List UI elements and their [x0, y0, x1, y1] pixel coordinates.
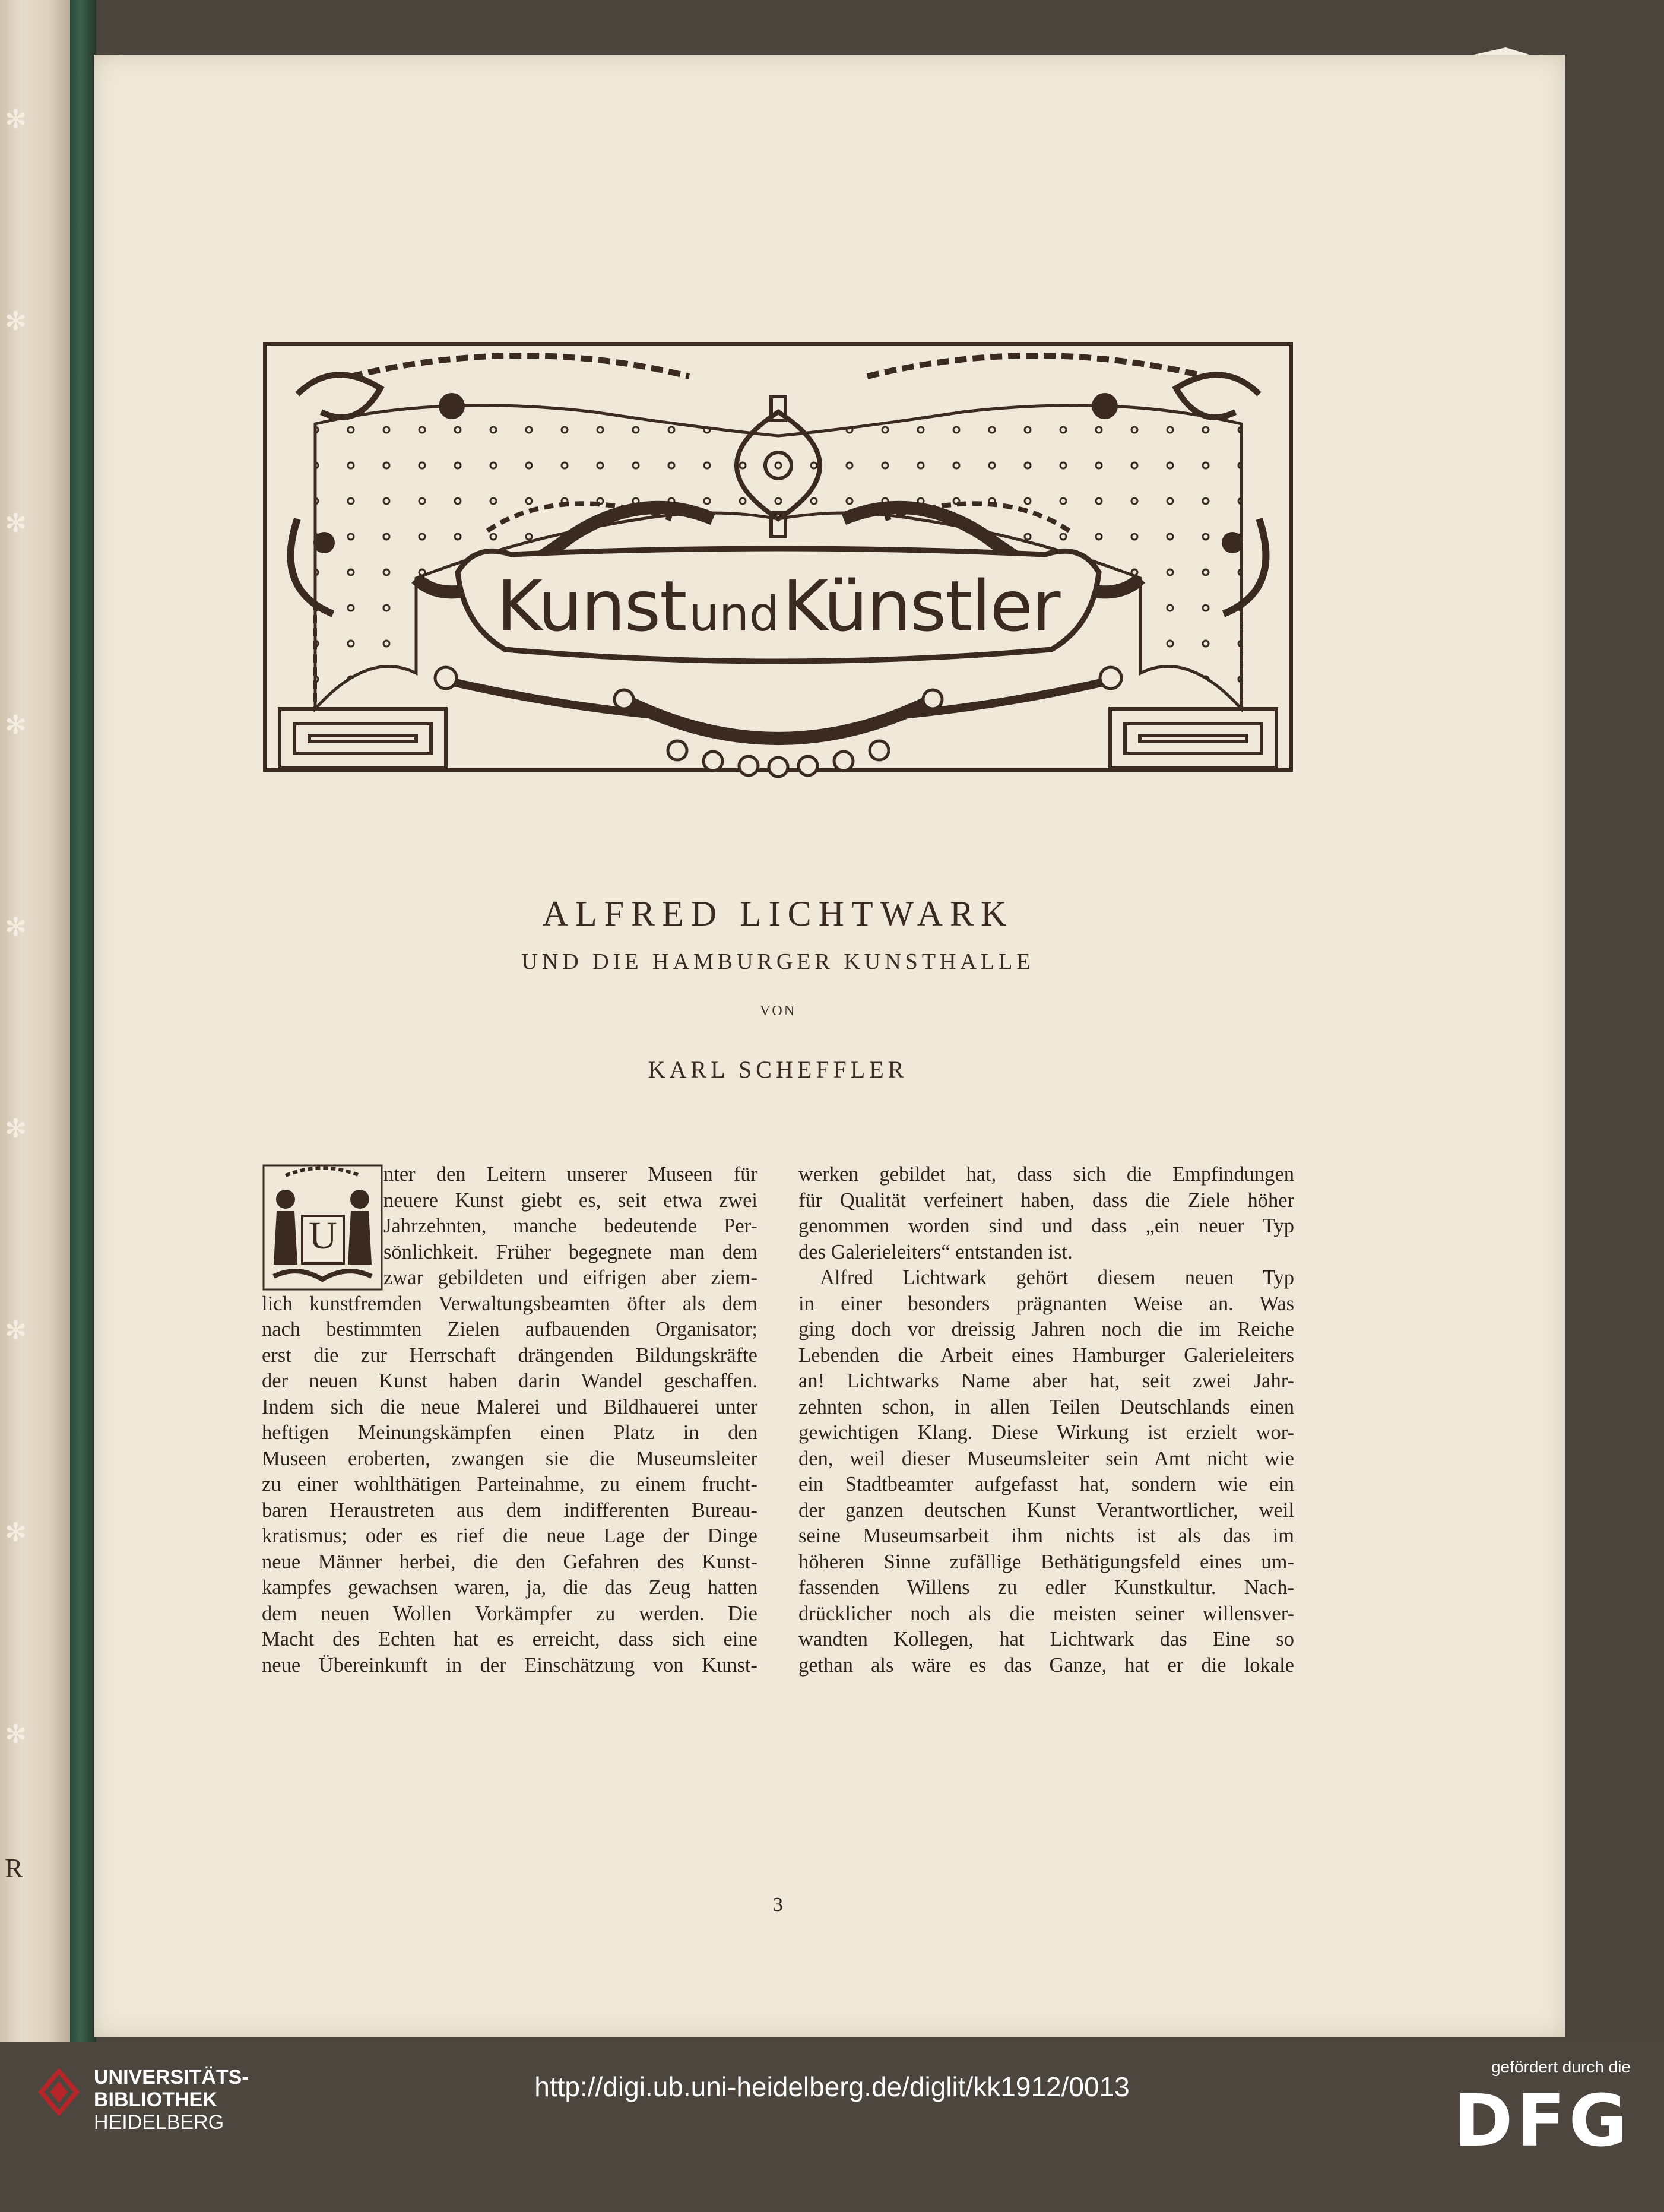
text-line: des Galerieleiters“ entstanden ist.	[798, 1240, 1073, 1263]
floral-pattern-icon: ✻	[5, 1316, 27, 1345]
article-subtitle: UND DIE HAMBURGER KUNSTHALLE	[521, 949, 1035, 974]
text-line: wandten Kollegen, hat Lichtwark das Eine so	[798, 1628, 1294, 1650]
library-name-line: HEIDELBERG	[94, 2111, 224, 2134]
text-line: dem neuen Wollen Vorkämpfer zu werden. Die	[262, 1602, 757, 1625]
floral-pattern-icon: ✻	[5, 711, 27, 740]
author-name: KARL SCHEFFLER	[648, 1056, 908, 1083]
text-line: neue Übereinkunft in der Einschätzung von Kunst-	[262, 1653, 757, 1677]
previous-page-text-fragment: R	[5, 1853, 23, 1883]
text-line: neuere Kunst giebt es, seit etwa zwei	[383, 1189, 757, 1212]
byline-prefix: VON	[760, 1003, 796, 1019]
drop-cap-letter: U	[309, 1214, 337, 1257]
text-line: höheren Sinne zufällige Bethätigungsfeld eines um-	[798, 1550, 1294, 1573]
text-line: an! Lichtwarks Name aber hat, seit zwei Jahr-	[798, 1370, 1294, 1392]
text-line: der ganzen deutschen Kunst Verantwortlicher, weil	[798, 1498, 1294, 1522]
library-name-line: BIBLIOTHEK	[94, 2089, 217, 2111]
text-line: Museen eroberten, zwangen sie die Museumsleiter	[262, 1447, 757, 1470]
magazine-title	[262, 565, 1294, 647]
text-line: fassenden Willens zu edler Kunstkultur. Nach-	[798, 1576, 1294, 1599]
book-binding	[70, 0, 96, 2042]
text-line: neue Männer herbei, die den Gefahren des Kunst-	[262, 1550, 757, 1573]
page-number: 3	[773, 1894, 783, 1916]
text-line: für Qualität verfeinert haben, dass die Ziele höher	[798, 1189, 1294, 1212]
text-line: erst die zur Herrschaft drängenden Bildungskräfte	[262, 1343, 757, 1367]
text-line: nach bestimmten Zielen aufbauenden Organisator;	[262, 1318, 757, 1340]
text-line: kratismus; oder es rief die neue Lage der Dinge	[262, 1525, 757, 1547]
text-line: heftigen Meinungskämpfen einen Platz in den	[262, 1421, 757, 1444]
text-line: lich kunstfremden Verwaltungsbeamten öfter als dem	[262, 1292, 757, 1315]
text-line: Alfred Lichtwark gehört diesem neuen Typ	[820, 1266, 1294, 1289]
text-line: zehnten schon, in allen Teilen Deutschlands einen	[798, 1395, 1294, 1418]
text-line: zwar gebildeten und eifrigen aber ziem-	[383, 1266, 757, 1289]
text-line: sönlichkeit. Früher begegnete man dem	[383, 1240, 757, 1263]
funded-by-label: gefördert durch die	[1491, 2058, 1631, 2076]
floral-pattern-icon: ✻	[5, 307, 27, 336]
ornamental-frame-icon	[262, 341, 1294, 792]
text-line: seine Museumsarbeit ihm nichts ist als das im	[798, 1525, 1294, 1547]
text-line: Jahrzehnten, manche bedeutende Per-	[383, 1215, 757, 1237]
footer-banner	[0, 2042, 1664, 2212]
floral-pattern-icon: ✻	[5, 509, 27, 538]
text-line: ging doch vor dreissig Jahren noch die im Reiche	[798, 1318, 1294, 1340]
text-line: nter den Leitern unserer Museen für	[383, 1163, 757, 1186]
text-line: kampfes gewachsen waren, ja, die das Zeug hatten	[262, 1576, 757, 1599]
magazine-title-kuenstler: Künstler	[782, 565, 1060, 647]
text-line: ein Stadtbeamter aufgefasst hat, sondern wie ein	[798, 1473, 1294, 1495]
magazine-title-und: und	[689, 587, 779, 642]
floral-pattern-icon: ✻	[5, 105, 27, 134]
header-ornament	[262, 341, 1294, 792]
text-line: baren Heraustreten aus dem indifferenten Bureau-	[262, 1498, 757, 1522]
article-title: ALFRED LICHTWARK	[542, 894, 1014, 933]
permalink-url[interactable]: http://digi.ub.uni-heidelberg.de/diglit/kk1912/0013	[534, 2071, 1130, 2102]
text-line: zu einer wohlthätigen Parteinahme, zu einem frucht-	[262, 1473, 757, 1495]
magazine-title-kunst: Kunst	[496, 565, 686, 647]
floral-pattern-icon: ✻	[5, 1114, 27, 1143]
text-line: gewichtigen Klang. Diese Wirkung ist erzielt wor-	[798, 1421, 1294, 1444]
text-line: in einer besonders prägnanten Weise an. Was	[798, 1292, 1294, 1315]
text-line: Indem sich die neue Malerei und Bildhauerei unter	[262, 1395, 757, 1418]
text-line: Lebenden die Arbeit eines Hamburger Galerieleiters	[798, 1343, 1294, 1367]
dfg-logo[interactable]: DFG	[1453, 2080, 1631, 2163]
article-column-left	[262, 1162, 757, 1678]
library-name-line: UNIVERSITÄTS-	[94, 2066, 249, 2089]
previous-page-edge	[0, 0, 70, 2042]
floral-pattern-icon: ✻	[5, 1720, 27, 1749]
text-line: drücklicher noch als die meisten seiner willensver-	[798, 1602, 1294, 1625]
text-line: den, weil dieser Museumsleiter sein Amt nicht wie	[798, 1447, 1294, 1470]
text-line: gethan als wäre es das Ganze, hat er die lokale	[798, 1653, 1294, 1677]
text-line: der neuen Kunst haben darin Wandel geschaffen.	[262, 1370, 757, 1392]
text-line: werken gebildet hat, dass sich die Empfindungen	[798, 1163, 1294, 1186]
text-line: Macht des Echten hat es erreicht, dass sich eine	[262, 1628, 757, 1650]
floral-pattern-icon: ✻	[5, 912, 27, 942]
floral-pattern-icon: ✻	[5, 1518, 27, 1547]
article-column-right	[798, 1162, 1294, 1678]
text-line: genommen worden sind und dass „ein neuer Typ	[798, 1215, 1294, 1237]
